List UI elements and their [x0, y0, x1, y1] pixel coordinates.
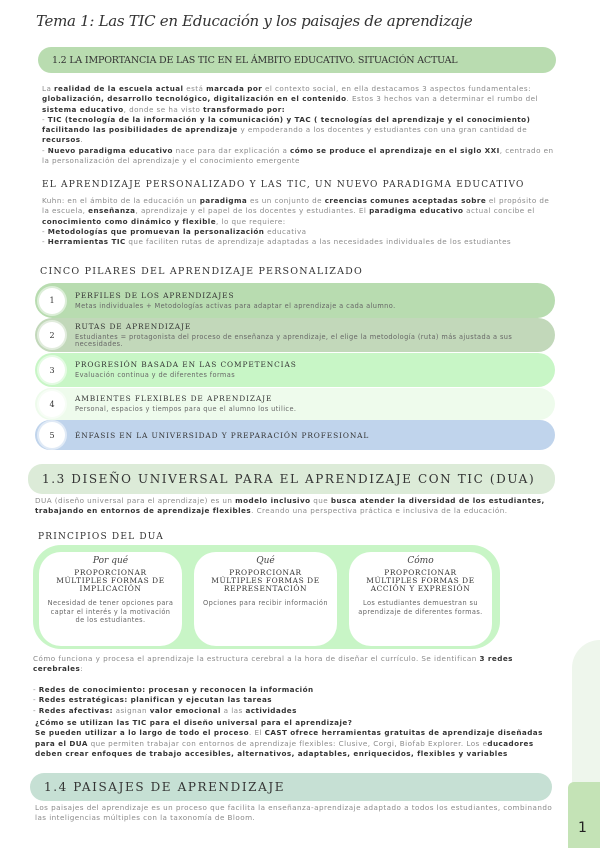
pillar-title: PERFILES DE LOS APRENDIZAJES [75, 290, 235, 300]
text: - [33, 695, 39, 705]
principles-box [33, 545, 500, 649]
principle-card-how [349, 552, 492, 646]
text: , lo que requiere: [216, 216, 286, 226]
pillar-number: 3 [39, 357, 65, 383]
bold-text: transformado por: [203, 104, 286, 114]
text: : [80, 664, 84, 674]
text: DUA (diseño universal para el aprendizaje) es un [35, 496, 236, 505]
personalized-learning-paragraph [42, 196, 557, 247]
pillar-2 [35, 318, 555, 352]
section-1-3-paragraph [35, 496, 555, 517]
bold-text: busca atender la diversidad de los estudiantes, trabajando en entornos de aprendizaje flexibles [35, 496, 545, 516]
text: . Creando una perspectiva práctica e inclusiva de la educación. [251, 506, 508, 516]
text: . [80, 135, 84, 145]
text: que permiten trabajar con entornos de aprendizaje flexibles: Clusive, Corgi, Biofab Explorer. Los e [87, 738, 488, 748]
text: es un conjunto de [247, 196, 325, 205]
bold-text: ducadores deben crear enfoques de trabajo accesibles, alternativos, adaptables, enriquecidos, flexibles y variables [35, 738, 534, 758]
page-number: 1 [578, 820, 587, 836]
bold-text: enseñanza [88, 206, 136, 216]
pillar-title: PROGRESIÓN BASADA EN LAS COMPETENCIAS [75, 360, 297, 370]
text: asignan [112, 705, 150, 715]
section-1-2-heading: 1.2 LA IMPORTANCIA DE LAS TIC EN EL ÁMBITO EDUCATIVO. SITUACIÓN ACTUAL [38, 47, 556, 73]
text: Cómo funciona y procesa el aprendizaje la estructura cerebral a la hora de diseñar el currículo. Se identifican [33, 654, 480, 663]
bold-text: Redes estratégicas: planifican y ejecutan las tareas [38, 695, 273, 705]
pillar-number: 5 [39, 422, 65, 448]
personalized-learning-heading: EL APRENDIZAJE PERSONALIZADO Y LAS TIC, UN NUEVO PARADIGMA EDUCATIVO [42, 180, 525, 190]
section-1-2-paragraph [42, 84, 557, 166]
text: educativa [264, 226, 307, 236]
pillar-5 [35, 420, 555, 450]
corner-decoration [568, 782, 600, 848]
card-desc: Opciones para recibir información [203, 599, 328, 607]
bold-text: conocimiento como dinámico y flexible [42, 216, 217, 226]
bold-text: TIC (tecnología de la información y la comunicación) y TAC ( tecnologías del aprendizaje y el conocimiento) facilitando las posibilidades de aprendizaje [42, 114, 531, 135]
card-title: PROPORCIONAR MÚLTIPLES FORMAS DE IMPLICACIÓN [56, 568, 165, 593]
text: Los paisajes del aprendizaje es un proceso que facilita la enseñanza-aprendizaje adaptado a todos los estudiantes, combinando las inteligencias múltiples con la taxonomía de Bloom. [35, 803, 553, 823]
bold-text: 3 redes cerebrales [33, 654, 513, 674]
card-script: Qué [256, 556, 275, 566]
bold-text: Se pueden utilizar a lo largo de todo el proceso [35, 728, 249, 738]
bold-text: realidad de la escuela actual [54, 84, 184, 93]
bold-text: actividades [245, 705, 297, 715]
bold-text: paradigma [199, 196, 248, 205]
card-desc: Necesidad de tener opciones para captar el interés y la motivación de los estudiantes. [47, 599, 174, 624]
pillar-4 [35, 388, 555, 420]
text: el propósito de la escuela, [42, 196, 550, 216]
text: Kuhn: en el ámbito de la educación un [42, 196, 200, 205]
pillar-title: RUTAS DE APRENDIZAJE [75, 321, 192, 331]
bold-text: recursos [42, 135, 81, 145]
pillar-1 [35, 283, 555, 318]
text: nace para dar explicación a [172, 145, 291, 155]
bold-text: Herramientas TIC [47, 237, 126, 247]
pillars-heading: CINCO PILARES DEL APRENDIZAJE PERSONALIZADO [40, 266, 363, 277]
bold-text: marcada por [206, 84, 263, 93]
text: a las [220, 705, 246, 715]
text: . El [248, 728, 265, 738]
pillar-3 [35, 353, 555, 387]
card-title: PROPORCIONAR MÚLTIPLES FORMAS DE ACCIÓN Y EXPRESIÓN [366, 568, 475, 593]
section-1-3-heading: 1.3 DISEÑO UNIVERSAL PARA EL APRENDIZAJE CON TIC (DUA) [28, 464, 555, 494]
pillar-title: ÉNFASIS EN LA UNIVERSIDAD Y PREPARACIÓN PROFESIONAL [75, 430, 370, 440]
pillar-desc: Evaluación continua y de diferentes formas [75, 371, 236, 380]
principle-card-what [194, 552, 337, 646]
card-desc: Los estudiantes demuestran su aprendizaje de diferentes formas. [358, 599, 483, 616]
text: - [42, 114, 48, 124]
bold-text: Nuevo paradigma educativo [47, 145, 173, 155]
bold-text: cómo se produce el aprendizaje en el siglo XXI [290, 145, 500, 155]
bold-text: modelo inclusivo [235, 496, 311, 505]
bold-text: sistema educativo [42, 104, 124, 114]
text: . Estos 3 hechos van a determinar el rumbo del [346, 94, 538, 104]
bold-text: creencias comunes aceptadas sobre [324, 196, 487, 205]
text: La [42, 84, 55, 93]
text: actual concibe el [463, 206, 535, 216]
card-title: PROPORCIONAR MÚLTIPLES FORMAS DE REPRESENTACIÓN [211, 568, 320, 593]
brain-networks-paragraph [33, 654, 558, 675]
pillar-number: 1 [39, 288, 65, 314]
bold-text: Redes de conocimiento: procesan y reconocen la información [38, 685, 314, 694]
section-1-4-paragraph [35, 803, 560, 824]
text: que [310, 496, 331, 505]
pillar-title: AMBIENTES FLEXIBLES DE APRENDIZAJE [75, 394, 273, 404]
text: - [42, 226, 48, 236]
text: el contexto social, en ella destacamos 3 aspectos fundamentales: [262, 84, 531, 93]
pillar-number: 2 [39, 322, 65, 348]
tic-dua-paragraph [35, 718, 560, 759]
card-script: Cómo [407, 556, 434, 566]
pillar-desc: Metas individuales + Metodologías activas para adaptar el aprendizaje a cada alumno. [75, 301, 396, 310]
text: que faciliten rutas de aprendizaje adaptadas a las necesidades individuales de los estudiantes [125, 237, 512, 247]
text: está [183, 84, 207, 93]
brain-networks-list [33, 685, 558, 716]
text: , aprendizaje y el papel de los docentes y estudiantes. El [135, 206, 370, 216]
pillar-number: 4 [39, 391, 65, 417]
text: - [33, 705, 39, 715]
text: , donde se ha visto [123, 104, 204, 114]
pillar-desc: Personal, espacios y tiempos para que el alumno los utilice. [75, 405, 297, 414]
bold-text: paradigma educativo [369, 206, 464, 216]
bold-text: valor emocional [149, 705, 221, 715]
bold-text: CAST ofrece herramientas gratuitas de aprendizaje diseñadas para el DUA [35, 728, 543, 748]
text: - [42, 145, 48, 155]
text: - [42, 237, 48, 247]
bold-text: ¿Cómo se utilizan las TIC para el diseño universal para el aprendizaje? [35, 718, 353, 727]
section-1-4-heading: 1.4 PAISAJES DE APRENDIZAJE [30, 773, 552, 801]
bold-text: globalización, desarrollo tecnológico, digitalización en el contenido [42, 94, 347, 104]
document-title: Tema 1: Las TIC en Educación y los paisajes de aprendizaje [36, 12, 473, 30]
text: y empoderando a los docentes y estudiantes con una gran cantidad de [237, 125, 528, 135]
bold-text: Redes afectivas: [38, 705, 113, 715]
text: , centrado en la personalización del aprendizaje y el conocimiento emergente [42, 145, 554, 166]
principles-heading: PRINCIPIOS DEL DUA [38, 532, 164, 542]
text: - [33, 685, 39, 694]
pillar-desc: Estudiantes = protagonista del proceso de enseñanza y aprendizaje, el elige la metodología (ruta) más ajustada a sus necesidades. [75, 332, 513, 348]
card-script: Por qué [92, 556, 129, 566]
bold-text: Metodologías que promuevan la personalización [47, 226, 265, 236]
principle-card-why [39, 552, 182, 646]
